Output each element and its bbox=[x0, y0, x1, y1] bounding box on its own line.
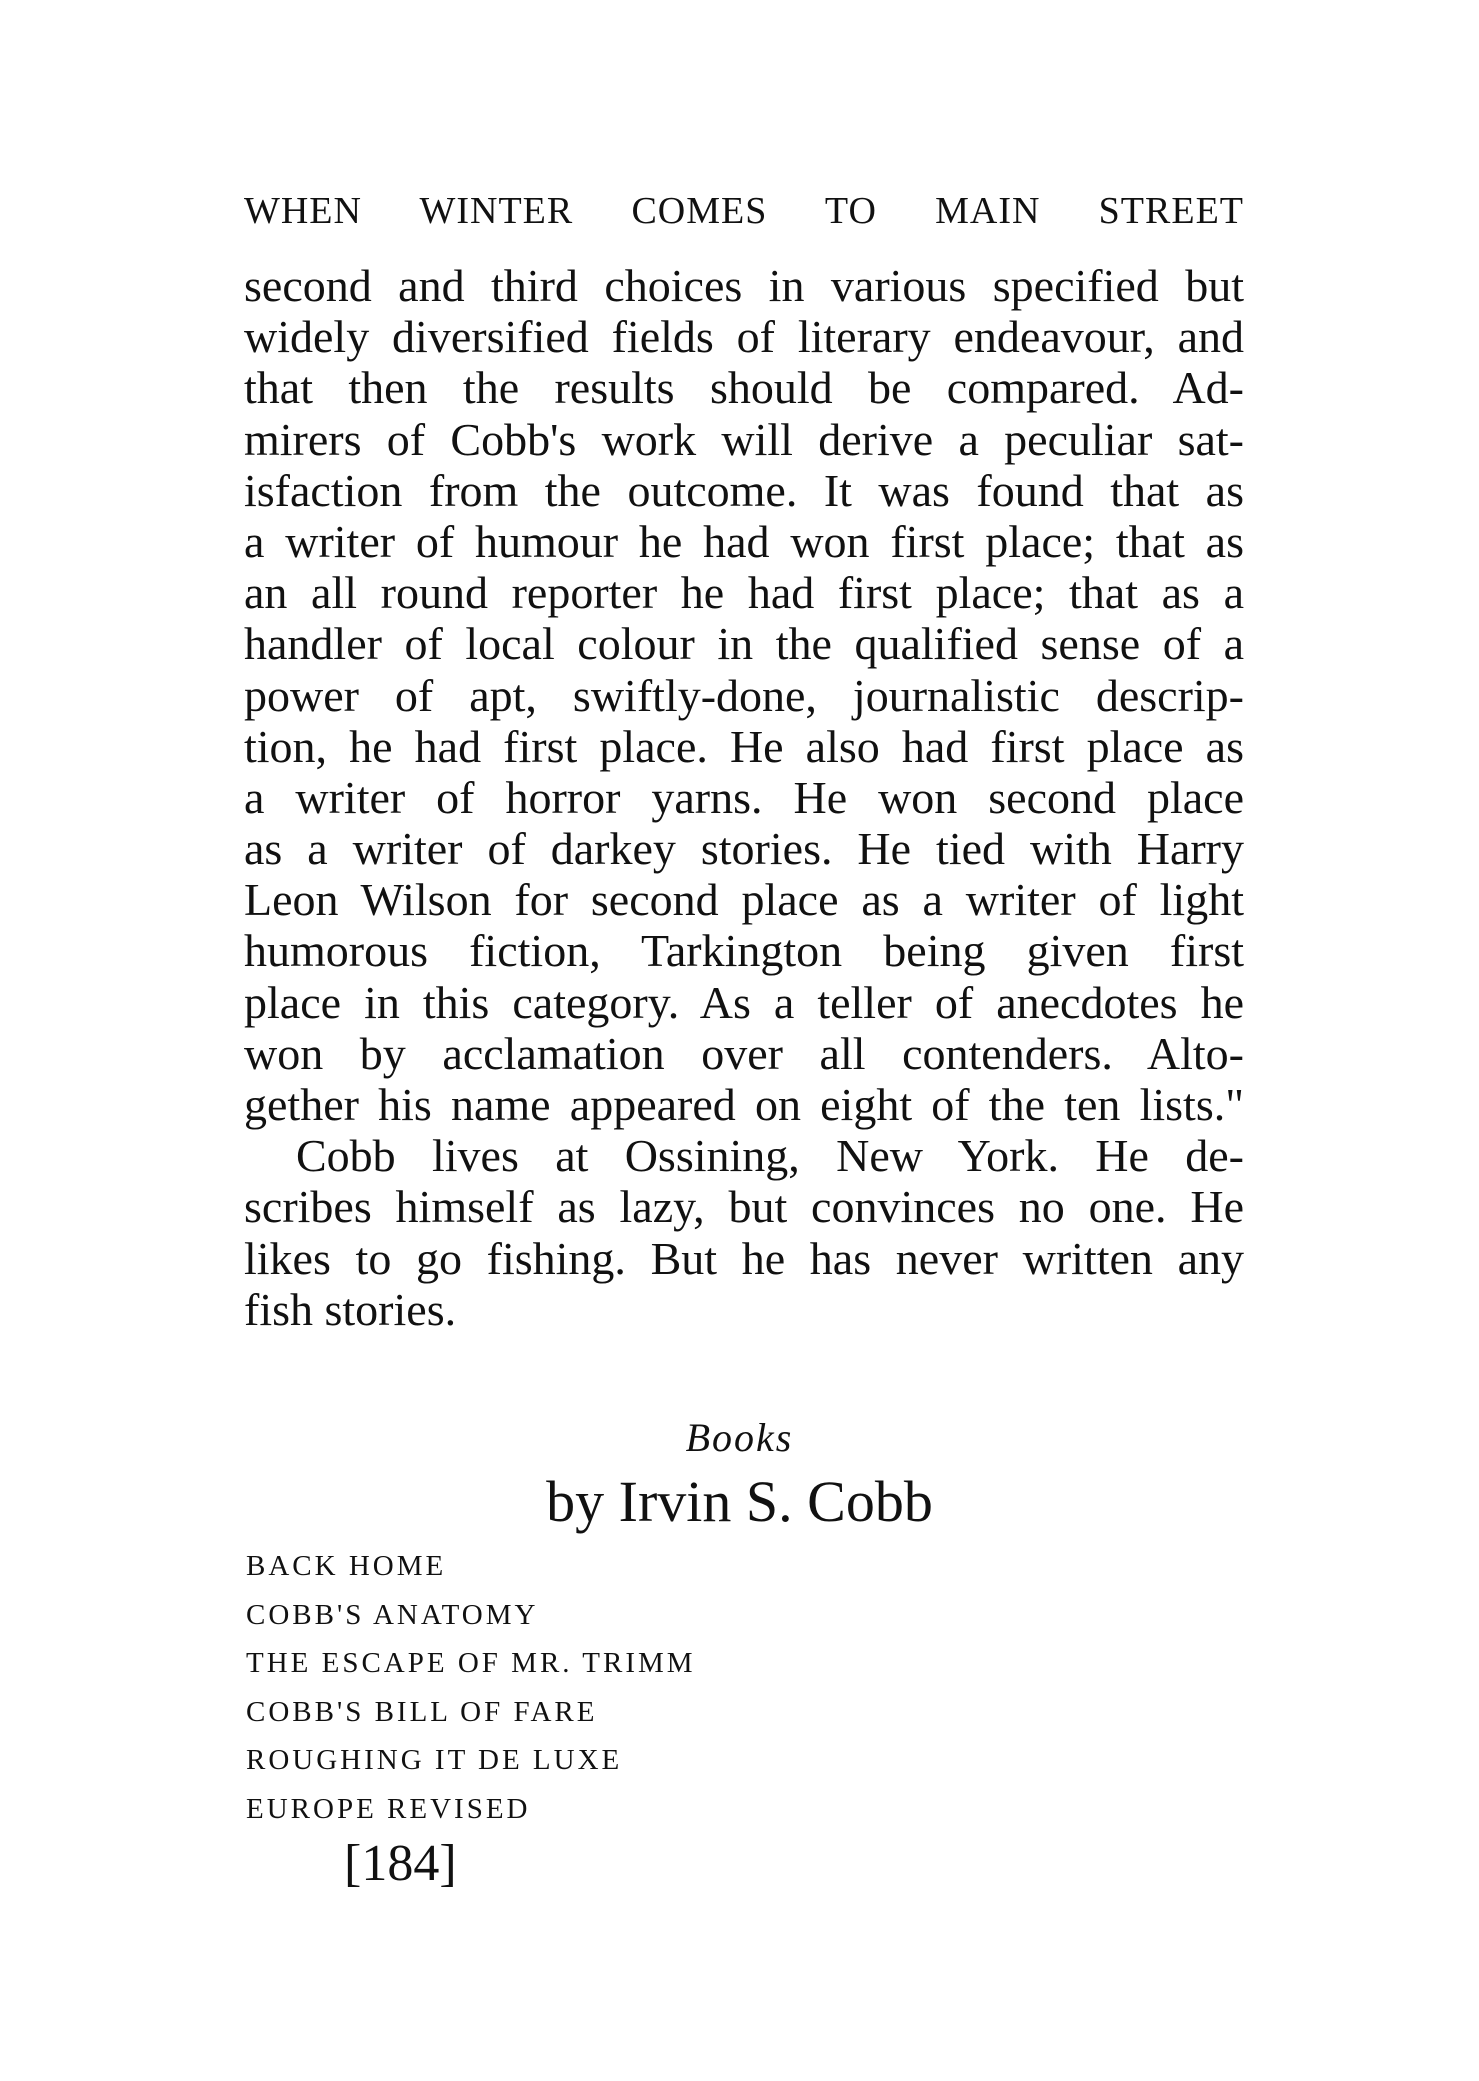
body-line: tion, he had first place. He also had first place as bbox=[244, 720, 1244, 772]
book-title: COBB'S ANATOMY bbox=[246, 1598, 539, 1631]
books-author: by Irvin S. Cobb bbox=[546, 1469, 933, 1534]
body-line: that then the results should be compared. Ad- bbox=[244, 362, 1244, 414]
page-number: [184] bbox=[344, 1835, 457, 1892]
body-line: as a writer of darkey stories. He tied with Harry bbox=[244, 823, 1244, 875]
book-list bbox=[246, 1542, 1146, 1833]
body-line: an all round reporter he had first place; that as a bbox=[244, 567, 1244, 619]
books-label: Books bbox=[685, 1415, 794, 1460]
body-line: likes to go fishing. But he has never written any bbox=[244, 1232, 1244, 1284]
body-line: won by acclamation over all contenders. Alto- bbox=[244, 1027, 1244, 1079]
body-text bbox=[244, 260, 1244, 1335]
body-line: isfaction from the outcome. It was found that as bbox=[244, 464, 1244, 516]
body-line: gether his name appeared on eight of the ten lists." bbox=[244, 1079, 1244, 1130]
book-title: THE ESCAPE OF MR. TRIMM bbox=[246, 1647, 696, 1679]
book-title: EUROPE REVISED bbox=[246, 1792, 531, 1825]
body-line: a writer of humour he had won first place; that as bbox=[244, 515, 1244, 567]
body-line: scribes himself as lazy, but convinces no one. He bbox=[244, 1181, 1244, 1233]
body-line: fish stories. bbox=[244, 1283, 457, 1335]
body-line: humorous fiction, Tarkington being given first bbox=[244, 925, 1244, 977]
body-line: a writer of horror yarns. He won second place bbox=[244, 771, 1244, 823]
body-line: handler of local colour in the qualified sense of a bbox=[244, 618, 1244, 670]
book-title: COBB'S BILL OF FARE bbox=[246, 1695, 598, 1728]
book-title: ROUGHING IT DE LUXE bbox=[246, 1744, 623, 1776]
books-heading bbox=[0, 1414, 1479, 1540]
book-title: BACK HOME bbox=[246, 1550, 447, 1582]
body-line: mirers of Cobb's work will derive a peculiar sat- bbox=[244, 413, 1244, 465]
body-line: widely diversified fields of literary endeavour, and bbox=[244, 311, 1244, 363]
body-line: second and third choices in various specified but bbox=[244, 260, 1244, 311]
body-line: Cobb lives at Ossining, New York. He de- bbox=[296, 1130, 1244, 1182]
running-head: WHEN WINTER COMES TO MAIN STREET bbox=[244, 190, 1244, 232]
body-line: power of apt, swiftly-done, journalistic descrip- bbox=[244, 669, 1244, 721]
body-line: Leon Wilson for second place as a writer of light bbox=[244, 874, 1244, 926]
body-line: place in this category. As a teller of anecdotes he bbox=[244, 976, 1244, 1028]
